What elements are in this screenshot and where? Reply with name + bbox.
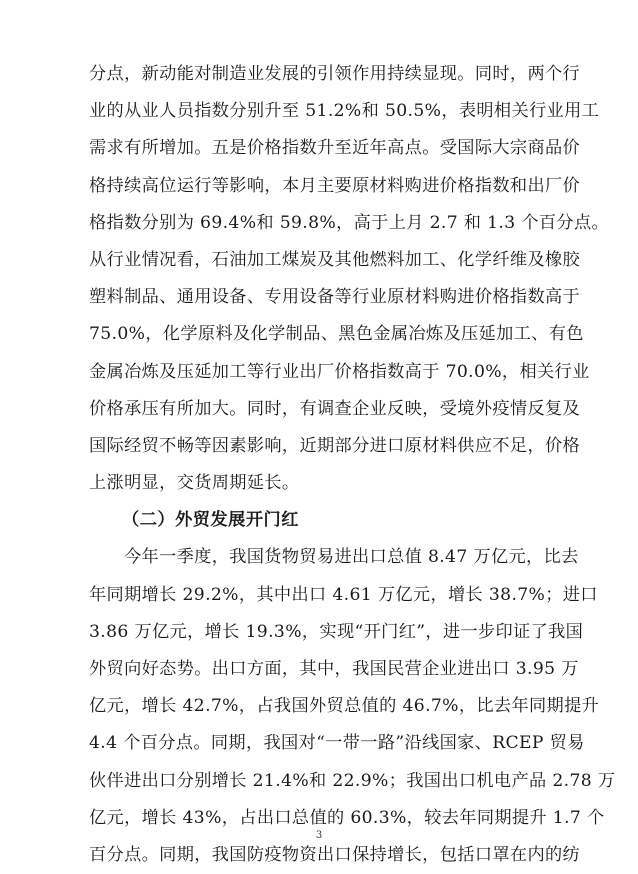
text-line: 亿元，增长 43%，占出口总值的 60.3%，较去年同期提升 1.7 个 [89, 807, 605, 828]
text-line: 从行业情况看，石油加工煤炭及其他燃料加工、化学纤维及橡胶 [89, 249, 581, 270]
text-line: 格持续高位运行等影响，本月主要原材料购进价格指数和出厂价 [89, 175, 581, 196]
text-line: 年同期增长 29.2%，其中出口 4.61 万亿元，增长 38.7%；进口 [89, 584, 598, 605]
text-line: 价格承压有所加大。同时，有调查企业反映，受境外疫情反复及 [89, 398, 581, 419]
paragraph-first-line: 今年一季度，我国货物贸易进出口总值 8.47 万亿元，比去 [124, 547, 579, 568]
text-line: 75.0%，化学原料及化学制品、黑色金属冶炼及压延加工、有色 [89, 324, 584, 345]
text-line: 塑料制品、通用设备、专用设备等行业原材料购进价格指数高于 [89, 287, 581, 308]
text-line: 伙伴进出口分别增长 21.4%和 22.9%；我国出口机电产品 2.78 万 [89, 770, 616, 791]
text-line: 格指数分别为 69.4%和 59.8%，高于上月 2.7 和 1.3 个百分点。 [89, 212, 610, 233]
body-text [89, 56, 616, 874]
page-number: 3 [315, 830, 323, 841]
text-line: 百分点。同期，我国防疫物资出口保持增长，包括口罩在内的纺 [89, 844, 581, 865]
section-heading: （二）外贸发展开门红 [122, 510, 299, 531]
text-line: 上涨明显，交货周期延长。 [89, 473, 300, 494]
text-line: 业的从业人员指数分别升至 51.2%和 50.5%，表明相关行业用工 [89, 101, 600, 122]
text-line: 国际经贸不畅等因素影响，近期部分进口原材料供应不足，价格 [89, 435, 581, 456]
text-line: 外贸向好态势。出口方面，其中，我国民营企业进出口 3.95 万 [89, 659, 579, 679]
text-line: 亿元，增长 42.7%，占我国外贸总值的 46.7%，比去年同期提升 [89, 696, 600, 717]
text-line: 4.4 个百分点。同期，我国对“一带一路”沿线国家、RCEP 贸易 [89, 733, 585, 754]
text-line: 需求有所增加。五是价格指数升至近年高点。受国际大宗商品价 [89, 138, 581, 159]
text-line: 金属冶炼及压延加工等行业出厂价格指数高于 70.0%，相关行业 [89, 361, 590, 382]
text-line: 3.86 万亿元，增长 19.3%，实现“开门红”，进一步印证了我国 [89, 621, 584, 642]
text-line: 分点，新动能对制造业发展的引领作用持续显现。同时，两个行 [89, 64, 581, 84]
